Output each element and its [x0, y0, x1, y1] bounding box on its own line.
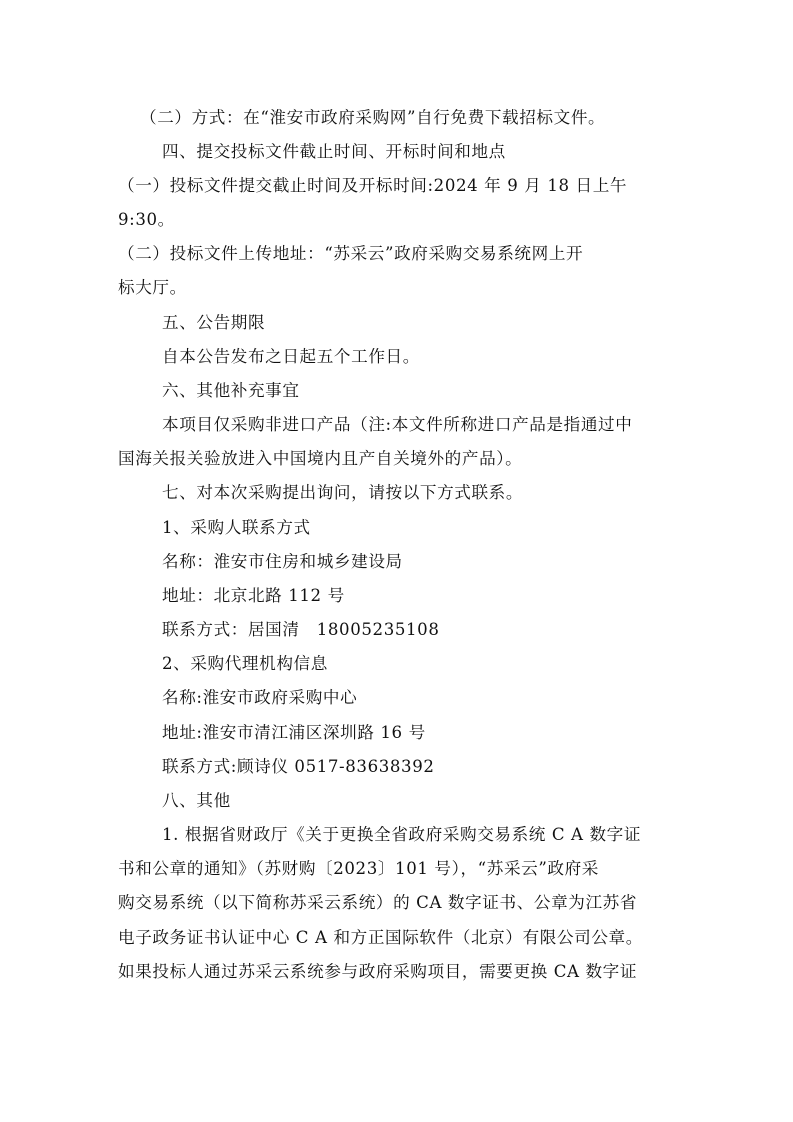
- text-line: 联系方式：居国清 18005235108: [162, 620, 440, 639]
- text-line: 名称:淮安市政府采购中心: [162, 688, 358, 707]
- section-heading-6: 六、其他补充事宜: [162, 381, 300, 400]
- subheading: 2、采购代理机构信息: [162, 654, 328, 673]
- section-heading-8: 八、其他: [162, 791, 231, 810]
- section-heading-4: 四、提交投标文件截止时间、开标时间和地点: [162, 142, 506, 161]
- text-line: 如果投标人通过苏采云系统参与政府采购项目，需要更换 CA 数字证: [118, 962, 638, 981]
- text-line: 标大厅。: [118, 278, 187, 297]
- text-line: 1. 根据省财政厅《关于更换全省政府采购交易系统 C A 数字证: [162, 825, 642, 844]
- text-line: 地址:淮安市清江浦区深圳路 16 号: [162, 723, 426, 742]
- text-line: 电子政务证书认证中心 C A 和方正国际软件（北京）有限公司公章。: [118, 928, 643, 947]
- text-line: 本项目仅采购非进口产品（注:本文件所称进口产品是指通过中: [162, 415, 633, 434]
- subheading: 1、采购人联系方式: [162, 518, 311, 537]
- text-line: （一）投标文件提交截止时间及开标时间:2024 年 9 月 18 日上午: [118, 176, 628, 195]
- text-line: 联系方式:顾诗仪 0517-83638392: [162, 757, 435, 776]
- text-line: 书和公章的通知》（苏财购〔2023〕101 号），“苏采云”政府采: [118, 859, 599, 878]
- text-line: 名称：淮安市住房和城乡建设局: [162, 552, 403, 571]
- text-line: （二）投标文件上传地址：“苏采云”政府采购交易系统网上开: [118, 244, 584, 263]
- text-line: 国海关报关验放进入中国境内且产自关境外的产品）。: [118, 449, 523, 468]
- section-heading-5: 五、公告期限: [162, 313, 266, 332]
- text-line: 购交易系统（以下简称苏采云系统）的 CA 数字证书、公章为江苏省: [118, 893, 638, 912]
- text-line: 地址：北京北路 112 号: [162, 586, 345, 605]
- section-heading-7: 七、对本次采购提出询问，请按以下方式联系。: [162, 483, 524, 502]
- text-line: 9:30。: [118, 210, 175, 229]
- text-line: 自本公告发布之日起五个工作日。: [162, 347, 420, 366]
- text-line: （二）方式：在“淮安市政府采购网”自行免费下载招标文件。: [140, 108, 606, 127]
